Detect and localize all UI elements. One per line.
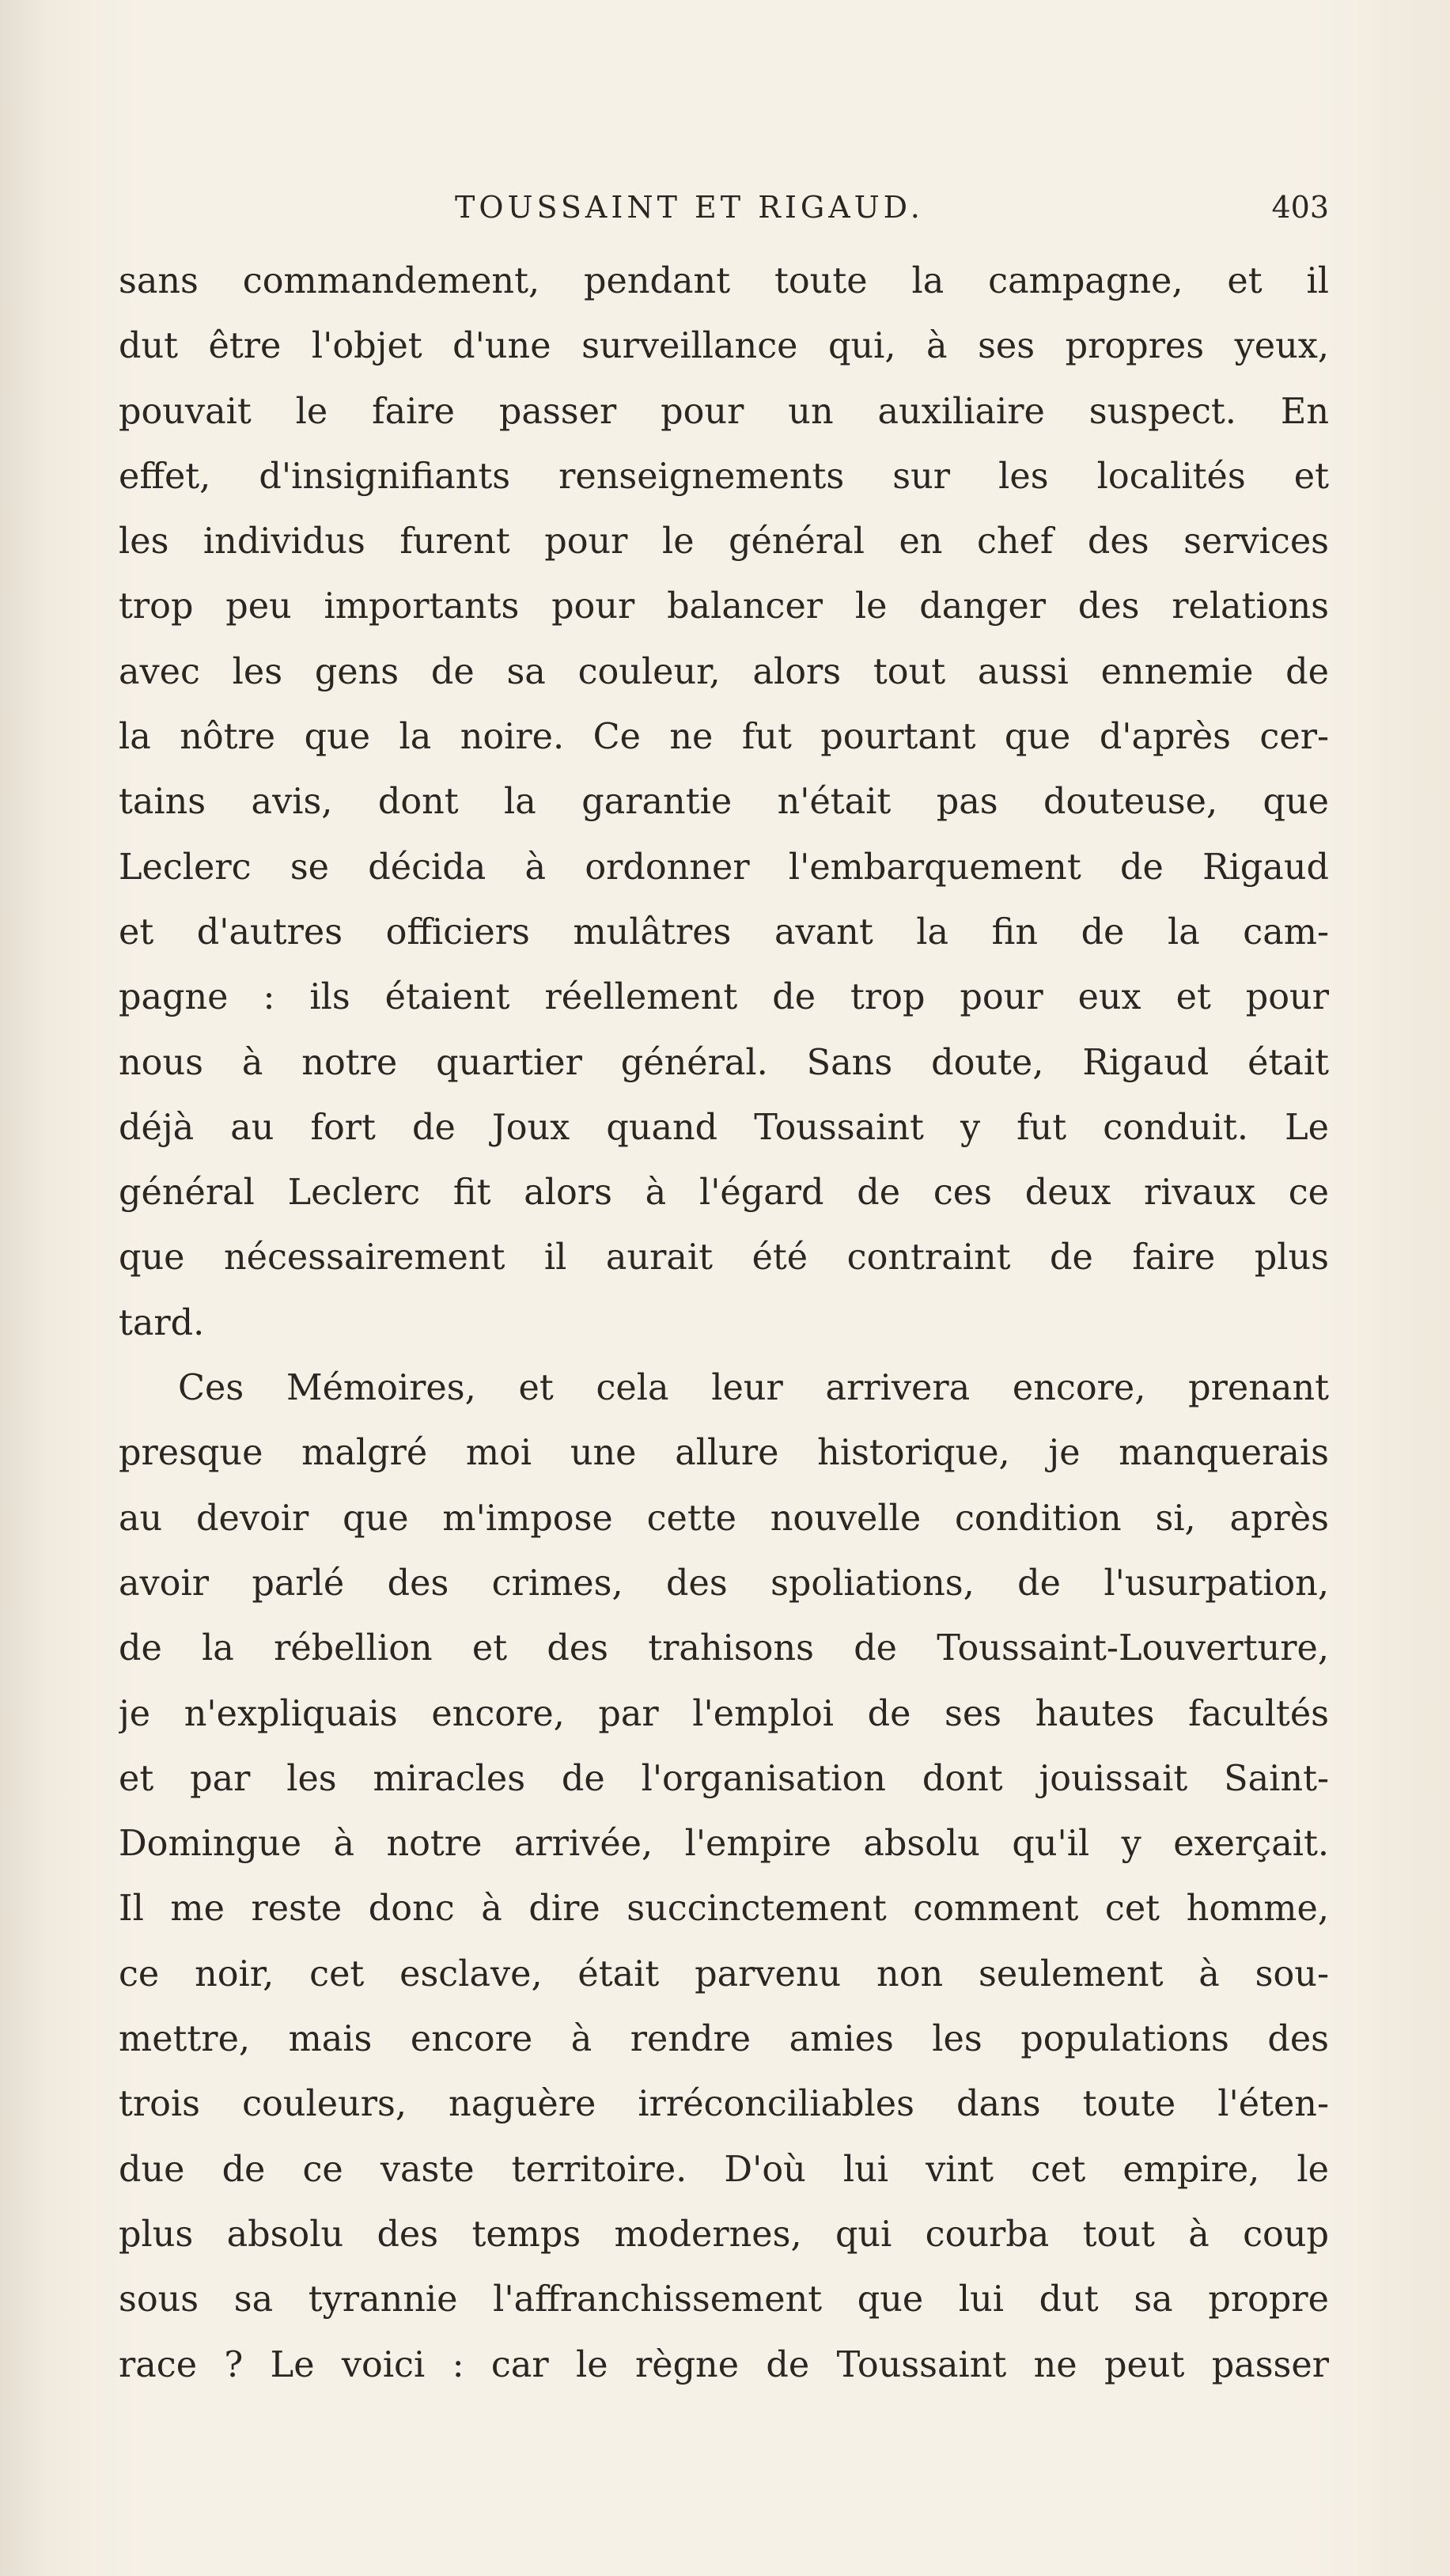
text-line: race ? Le voici : car le règne de Toussaint ne peut passer xyxy=(119,2344,1329,2385)
text-line: les individus furent pour le général en chef des services xyxy=(119,521,1329,563)
text-line: avoir parlé des crimes, des spoliations, de l'usurpation, xyxy=(119,1563,1329,1604)
text-line: de la rébellion et des trahisons de Toussaint-Louverture, xyxy=(119,1628,1329,1669)
text-line: je n'expliquais encore, par l'emploi de ses hautes facultés xyxy=(119,1693,1329,1734)
text-line: Domingue à notre arrivée, l'empire absolu qu'il y exerçait. xyxy=(119,1824,1329,1865)
text-line: presque malgré moi une allure historique, je manquerais xyxy=(119,1433,1329,1474)
text-line: Ces Mémoires, et cela leur arrivera encore, prenant xyxy=(178,1368,1329,1409)
text-line: Il me reste donc à dire succinctement comment cet homme, xyxy=(119,1888,1329,1930)
text-line: déjà au fort de Joux quand Toussaint y fut conduit. Le xyxy=(119,1107,1329,1148)
text-line: et d'autres officiers mulâtres avant la fin de la cam- xyxy=(119,911,1329,953)
text-line: pagne : ils étaient réellement de trop pour eux et pour xyxy=(119,977,1329,1018)
text-line: Leclerc se décida à ordonner l'embarquement de Rigaud xyxy=(119,847,1329,888)
body-text xyxy=(119,249,1329,2398)
text-line: ce noir, cet esclave, était parvenu non seulement à sou- xyxy=(119,1953,1329,1995)
page-number: 403 xyxy=(1271,190,1329,225)
text-line: avec les gens de sa couleur, alors tout aussi ennemie de xyxy=(119,651,1329,692)
text-line: que nécessairement il aurait été contraint de faire plus xyxy=(119,1237,1329,1279)
text-line: sans commandement, pendant toute la campagne, et il xyxy=(119,261,1329,301)
text-line: trois couleurs, naguère irréconciliables dans toute l'éten- xyxy=(119,2084,1329,2125)
text-line: tard. xyxy=(119,1302,205,1343)
text-line: effet, d'insignifiants renseignements sur les localités et xyxy=(119,456,1329,497)
text-line: due de ce vaste territoire. D'où lui vint cet empire, le xyxy=(119,2149,1329,2190)
text-line: la nôtre que la noire. Ce ne fut pourtant que d'après cer- xyxy=(119,717,1329,758)
text-line: trop peu importants pour balancer le danger des relations xyxy=(119,586,1329,627)
running-head xyxy=(119,184,1329,231)
text-line: dut être l'objet d'une surveillance qui, à ses propres yeux, xyxy=(119,326,1329,367)
running-title: TOUSSAINT ET RIGAUD. xyxy=(455,190,924,225)
text-line: mettre, mais encore à rendre amies les populations des xyxy=(119,2019,1329,2060)
text-line: au devoir que m'impose cette nouvelle condition si, après xyxy=(119,1498,1329,1539)
text-line: pouvait le faire passer pour un auxiliaire suspect. En xyxy=(119,391,1329,432)
text-line: général Leclerc fit alors à l'égard de ces deux rivaux ce xyxy=(119,1172,1329,1214)
text-line: et par les miracles de l'organisation dont jouissait Saint- xyxy=(119,1758,1329,1799)
text-line: tains avis, dont la garantie n'était pas douteuse, que xyxy=(119,782,1329,823)
text-line: sous sa tyrannie l'affranchissement que lui dut sa propre xyxy=(119,2279,1329,2320)
text-line: plus absolu des temps modernes, qui courba tout à coup xyxy=(119,2214,1329,2255)
text-line: nous à notre quartier général. Sans doute, Rigaud était xyxy=(119,1042,1329,1083)
